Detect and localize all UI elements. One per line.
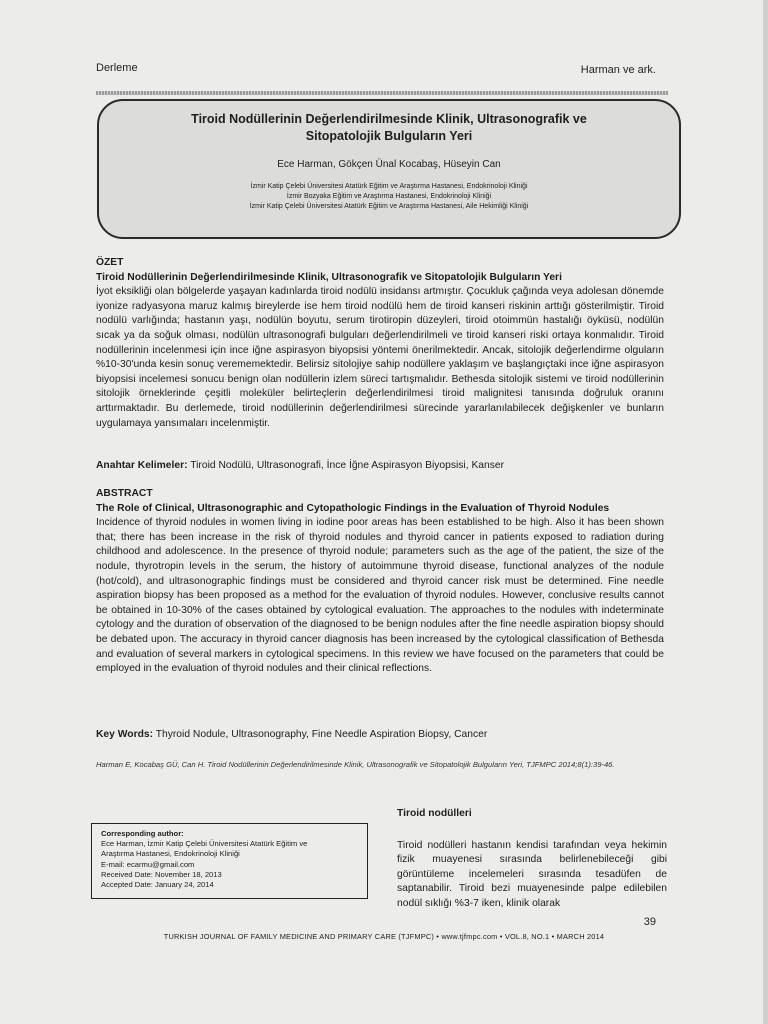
ozet-subtitle: Tiroid Nodüllerinin Değerlendirilmesinde Klinik, Ultrasonografik ve Sitopatolojik Bulguların Yeri	[96, 271, 562, 283]
corresponding-author-box	[91, 823, 368, 899]
title-line-1: Tiroid Nodüllerinin Değerlendirilmesinde Klinik, Ultrasonografik ve	[191, 112, 587, 126]
ozet-section	[96, 256, 664, 431]
keywords-tr-value: Tiroid Nodülü, Ultrasonografi, İnce İğne Aspirasyon Biyopsisi, Kanser	[187, 460, 505, 471]
keywords-tr-label: Anahtar Kelimeler:	[96, 460, 188, 471]
abstract-heading: ABSTRACT	[96, 488, 153, 499]
article-type-label: Derleme	[96, 62, 138, 74]
ozet-heading: ÖZET	[96, 257, 124, 268]
corresponding-heading: Corresponding author:	[101, 829, 184, 838]
corresponding-line: Araştırma Hastanesi, Endokrinoloji Kliniği	[101, 849, 240, 859]
corresponding-email: E-mail: ecarmu@gmail.com	[101, 859, 195, 869]
received-date: Received Date: November 18, 2013	[101, 869, 222, 879]
keywords-en-label: Key Words:	[96, 729, 154, 740]
accepted-date: Accepted Date: January 24, 2014	[101, 880, 214, 890]
abstract-text: Incidence of thyroid nodules in women living in iodine poor areas has been established to be high. Also it has been shown that; there has been increase in the risk of thyroid nodules and thyroid cancer in patients exposed to radiation during childhood and adolescence. In the presence of thyroid nodule; parameters such as the age of the patient, the size of the nodule, thyrotropin levels in the serum, the history of autoimmune thyroid disease, functional analyzes of the nodule (hot/cold), and ultrasonographic findings must be considered and thyroid cancer risk must be determined. Fine needle aspiration biopsy has been proposed as a method for the evaluation of thyroid nodules. However, conclusive results cannot be obtained in 10-30% of the cases obtained by cytological evaluation. The approaches to the nodules with indeterminate cytology and the duration of observation of the diagnosed to be benign nodules after the fine needle aspiration biopsy should be debated upon. The accuracy in thyroid cancer diagnosis has been increased by the cytological classification of Bethesda and evaluation of several markers in cytological specimens. In this review we have focused on the parameters that could be employed in the evaluation of thyroid nodules and their clinical reflections.	[96, 517, 664, 675]
article-title	[99, 111, 679, 145]
running-author: Harman ve ark.	[580, 64, 656, 76]
affiliations	[99, 182, 679, 212]
ozet-text: İyot eksikliği olan bölgelerde yaşayan kadınlarda tiroid nodülü insidansı artmıştır. Çocukluk çağında veya adolesan dönemde iyonize radyasyona maruz kalmış bireylerde ise hem tiroid nodülü hem de tiroid kanseri riskinin arttığı gösterilmiştir. Tiroid nodülü varlığında; hastanın yaşı, nodülün boyutu, serum tirotiropin düzeyleri, tiroid otoimmün hastalığı öyküsü, nodülün sıcak ya da soğuk olması, nodülün ultrasonografi bulguları değerlendirilmeli ve tiroid kanseri riski ortaya konmalıdır. Tiroid nodüllerinin incelenmesi için ince iğne aspirasyon biyopsisi yöntemi önerilmektedir. Ancak, sitolojik değerlendirme olguların %10-30'unda kesin sonuç verememektedir. Belirsiz sitolojiye sahip nodüllere yaklaşım ve başlangıçtaki ince iğne aspirasyon biyopsisi incelemesi sonucu benign olan nodüllerin izlem süreci tartışmalıdır. Bethesda sitolojik sistemi ve tiroid nodüllerinin sitolojik örneklerinde çeşitli moleküler belirteçlerin değerlendirilmesi tiroid malignitesi tanısında doğruluk oranını arttırmaktadır. Bu derlemede, tiroid nodüllerinin değerlendirilmesi sürecinde yararlanılabilecek değişkenler ve bunların uygulamaya yansımaları incelenmiştir.	[96, 286, 664, 429]
title-box	[97, 99, 681, 239]
abstract-subtitle: The Role of Clinical, Ultrasonographic and Cytopathologic Findings in the Evaluation of Thyroid Nodules	[96, 502, 610, 514]
keywords-en-value: Thyroid Nodule, Ultrasonography, Fine Needle Aspiration Biopsy, Cancer	[153, 729, 488, 740]
affiliation: İzmir Katip Çelebi Üniversitesi Atatürk Eğitim ve Araştırma Hastanesi, Endokrinoloji Kliniği	[250, 183, 528, 190]
header-rule	[96, 91, 668, 95]
citation: Harman E, Kocabaş GÜ, Can H. Tiroid Nodüllerinin Değerlendirilmesinde Klinik, Ultrasonografik ve Sitopatolojik Bulguların Yeri, TJFMPC 2014;8(1):39-46.	[96, 760, 615, 769]
page-number: 39	[643, 916, 656, 928]
authors: Ece Harman, Gökçen Ünal Kocabaş, Hüseyin Can	[277, 159, 501, 170]
section-title: Tiroid nodülleri	[397, 808, 472, 819]
section-text: Tiroid nodülleri hastanın kendisi tarafından veya hekimin fizik muayenesi sırasında belirlenebileceği gibi görüntüleme incelemeleri sırasında tesadüfen de saptanabilir. Tiroid bezi muayenesinde palpe edilebilen nodül sıklığı %3-7 iken, klinik olarak	[397, 840, 667, 909]
affiliation: İzmir Katip Çelebi Üniversitesi Atatürk Eğitim ve Araştırma Hastanesi, Aile Hekimliği Kliniği	[249, 203, 529, 210]
abstract-section	[96, 487, 664, 677]
title-line-2: Sitopatolojik Bulguların Yeri	[305, 129, 473, 143]
keywords-en	[96, 729, 487, 740]
scan-edge	[763, 0, 768, 1024]
journal-footer: TURKISH JOURNAL OF FAMILY MEDICINE AND PRIMARY CARE (TJFMPC) • www.tjfmpc.com • VOL.8, NO.1 • MARCH 2014	[163, 932, 605, 941]
affiliation: İzmir Bozyaka Eğitim ve Araştırma Hastanesi, Endokrinoloji Kliniği	[286, 193, 492, 200]
keywords-tr	[96, 460, 504, 471]
corresponding-line: Ece Harman, İzmir Katip Çelebi Üniversitesi Atatürk Eğitim ve	[101, 839, 308, 849]
